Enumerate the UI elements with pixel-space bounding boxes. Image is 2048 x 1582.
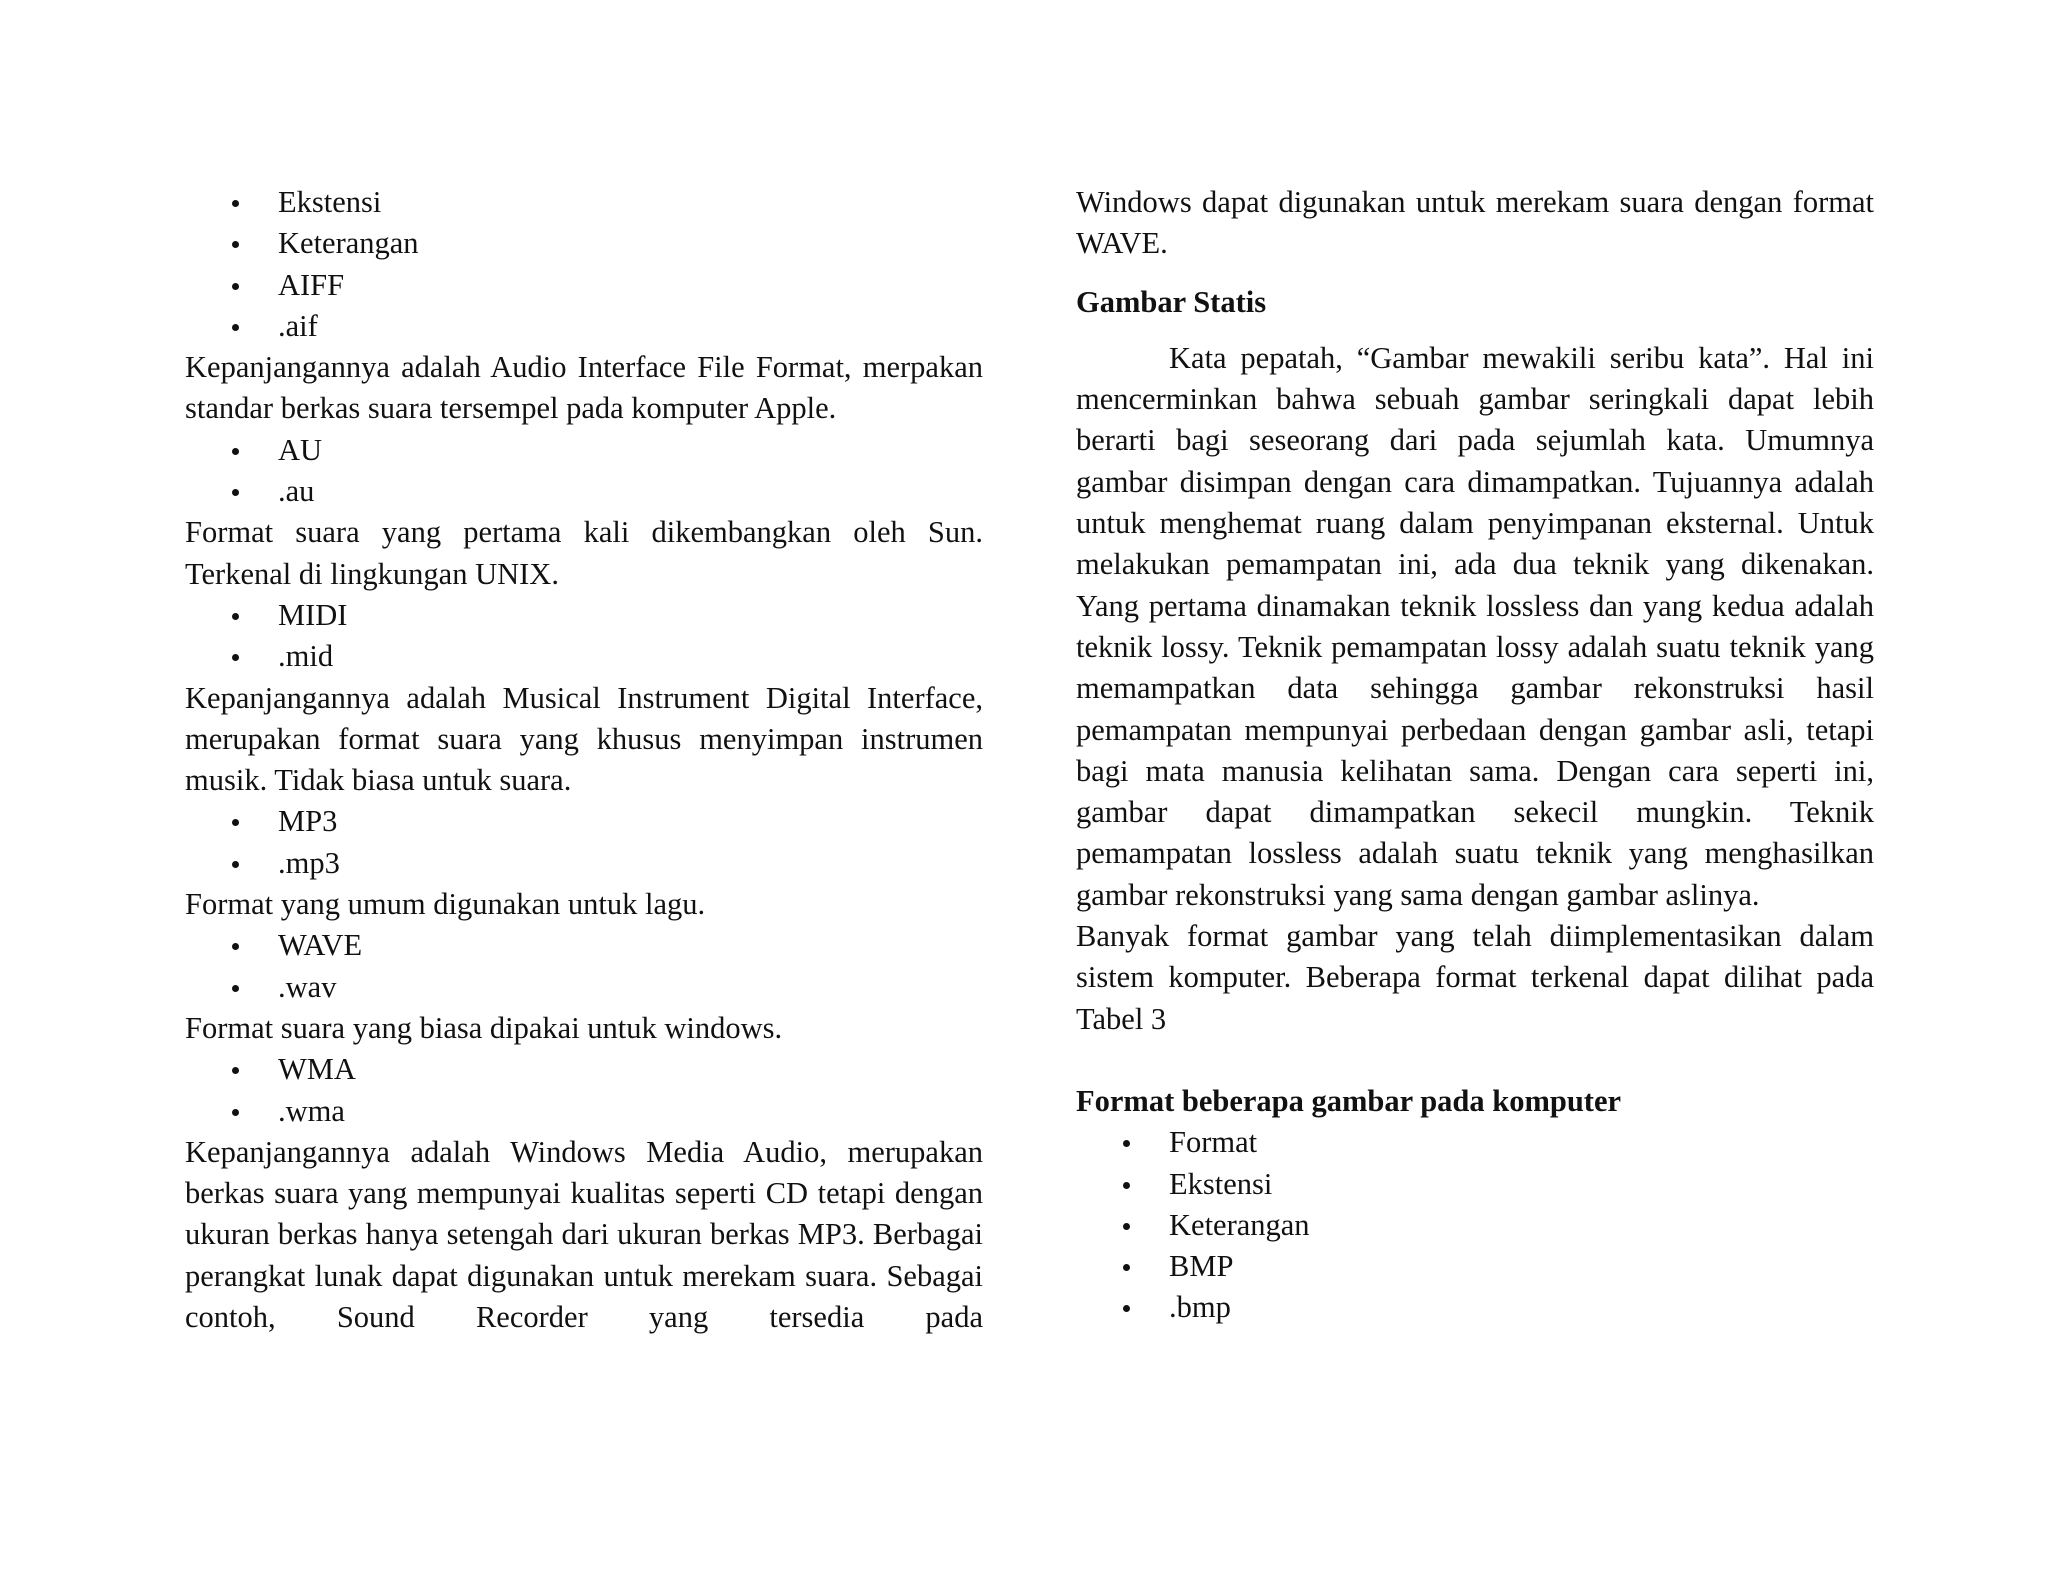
list-item: Ekstensi [185, 182, 983, 223]
bullet-icon [1123, 1305, 1130, 1312]
list-item: WAVE [185, 925, 983, 966]
list-item: Keterangan [1076, 1205, 1874, 1246]
bullet-list [185, 801, 983, 884]
bullet-icon [232, 861, 239, 868]
bullet-icon [232, 654, 239, 661]
list-item: .mid [185, 636, 983, 677]
bullet-icon [232, 613, 239, 620]
bullet-icon [232, 1109, 239, 1116]
right-column [1076, 182, 1874, 1329]
bullet-icon [232, 819, 239, 826]
list-item: AU [185, 430, 983, 471]
bullet-icon [1123, 1182, 1130, 1189]
list-item: MIDI [185, 595, 983, 636]
paragraph-au: Format suara yang pertama kali dikembangkan oleh Sun. Terkenal di lingkungan UNIX. [185, 515, 983, 591]
paragraph-continuation: Windows dapat digunakan untuk merekam suara dengan format WAVE. [1076, 185, 1874, 261]
list-item: BMP [1076, 1246, 1874, 1287]
left-column [185, 182, 983, 1338]
bullet-list [185, 595, 983, 678]
list-item: .mp3 [185, 843, 983, 884]
list-item: MP3 [185, 801, 983, 842]
bullet-icon [232, 943, 239, 950]
paragraph-aiff: Kepanjangannya adalah Audio Interface File Format, merpakan standar berkas suara tersempel pada komputer Apple. [185, 350, 983, 426]
list-item: .aif [185, 306, 983, 347]
paragraph-wma: Kepanjangannya adalah Windows Media Audio, merupakan berkas suara yang mempunyai kualitas seperti CD tetapi dengan ukuran berkas hanya setengah dari ukuran berkas MP3. Berbagai perangkat lunak dapat digunakan untuk merekam suara. Sebagai contoh, Sound Recorder yang tersedia pada [185, 1134, 983, 1335]
bullet-list [1076, 1122, 1874, 1328]
bullet-icon [1123, 1140, 1130, 1147]
section-heading-gambar-statis: Gambar Statis [1076, 284, 1267, 319]
bullet-icon [232, 324, 239, 331]
list-item: AIFF [185, 265, 983, 306]
paragraph-format-list: Banyak format gambar yang telah diimplementasikan dalam sistem komputer. Beberapa format terkenal dapat dilihat pada Tabel 3 [1076, 919, 1874, 1036]
bullet-icon [232, 200, 239, 207]
bullet-icon [232, 985, 239, 992]
list-item: Format [1076, 1122, 1874, 1163]
paragraph-mp3: Format yang umum digunakan untuk lagu. [185, 887, 706, 922]
paragraph-wave: Format suara yang biasa dipakai untuk windows. [185, 1010, 783, 1045]
list-item: .bmp [1076, 1287, 1874, 1328]
bullet-list [185, 182, 983, 347]
paragraph-midi: Kepanjangannya adalah Musical Instrument Digital Interface, merupakan format suara yang khusus menyimpan instrumen musik. Tidak biasa untuk suara. [185, 680, 983, 798]
bullet-icon [232, 241, 239, 248]
bullet-icon [1123, 1264, 1130, 1271]
bullet-list [185, 925, 983, 1008]
section-heading-format: Format beberapa gambar pada komputer [1076, 1083, 1622, 1118]
list-item: .au [185, 471, 983, 512]
bullet-list [185, 1049, 983, 1132]
list-item: WMA [185, 1049, 983, 1090]
bullet-icon [232, 283, 239, 290]
bullet-icon [1123, 1223, 1130, 1230]
list-item: .wav [185, 967, 983, 1008]
bullet-list [185, 430, 983, 513]
bullet-icon [232, 1067, 239, 1074]
list-item: .wma [185, 1091, 983, 1132]
list-item: Keterangan [185, 223, 983, 264]
bullet-icon [232, 448, 239, 455]
list-item: Ekstensi [1076, 1164, 1874, 1205]
bullet-icon [232, 489, 239, 496]
paragraph-gambar-statis: Kata pepatah, “Gambar mewakili seribu kata”. Hal ini mencerminkan bahwa sebuah gambar seringkali dapat lebih berarti bagi seseorang dari pada sejumlah kata. Umumnya gambar disimpan dengan cara dimampatkan. Tujuannya adalah untuk menghemat ruang dalam penyimpanan eksternal. Untuk melakukan pemampatan ini, ada dua teknik yang dikenakan. Yang pertama dinamakan teknik lossless dan yang kedua adalah teknik lossy. Teknik pemampatan lossy adalah suatu teknik yang memampatkan data sehingga gambar rekonstruksi hasil pemampatan mempunyai perbedaan dengan gambar asli, tetapi bagi mata manusia kelihatan sama. Dengan cara seperti ini, gambar dapat dimampatkan sekecil mungkin. Teknik pemampatan lossless adalah suatu teknik yang menghasilkan gambar rekonstruksi yang sama dengan gambar aslinya. [1076, 340, 1874, 912]
